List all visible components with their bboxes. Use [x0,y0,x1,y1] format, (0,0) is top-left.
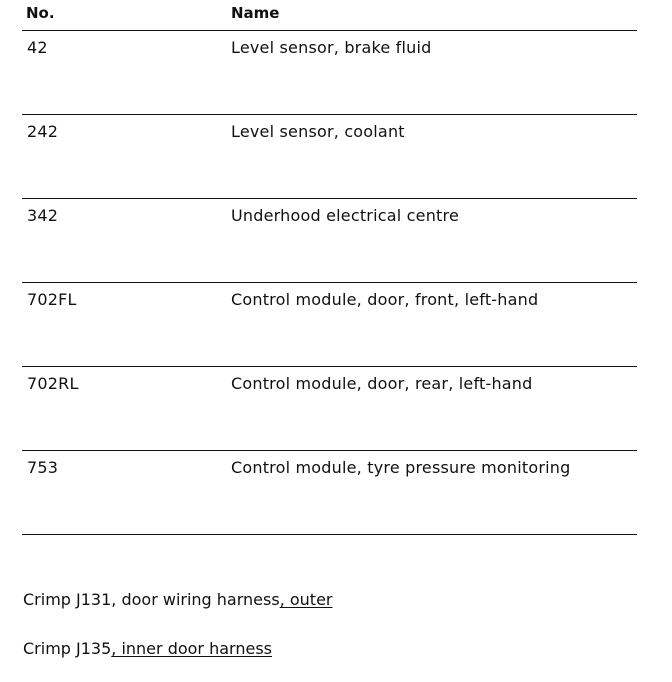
table-row [0,31,672,115]
row-name: Level sensor, brake fluid [231,38,432,57]
crimp-note [23,639,272,658]
row-number: 42 [27,38,48,57]
table-row [0,283,672,367]
row-number: 342 [27,206,59,225]
row-number: 702FL [27,290,77,309]
crimp-note-underlined: , inner door harness [111,639,272,658]
crimp-note-text: Crimp J131, door wiring harness [23,590,280,609]
column-header-name: Name [231,4,280,22]
row-number: 702RL [27,374,79,393]
table-row [0,451,672,535]
table-row [0,367,672,451]
crimp-note [23,590,332,609]
row-name: Level sensor, coolant [231,122,405,141]
table-bottom-rule [22,534,637,535]
row-number: 753 [27,458,59,477]
row-name: Underhood electrical centre [231,206,459,225]
table-row [0,115,672,199]
row-name: Control module, door, rear, left-hand [231,374,533,393]
crimp-note-text: Crimp J135 [23,639,112,658]
column-header-no: No. [26,4,55,22]
crimp-note-underlined: , outer [279,590,333,609]
row-name: Control module, door, front, left-hand [231,290,539,309]
row-number: 242 [27,122,59,141]
row-name: Control module, tyre pressure monitoring [231,458,571,477]
table-row [0,199,672,283]
